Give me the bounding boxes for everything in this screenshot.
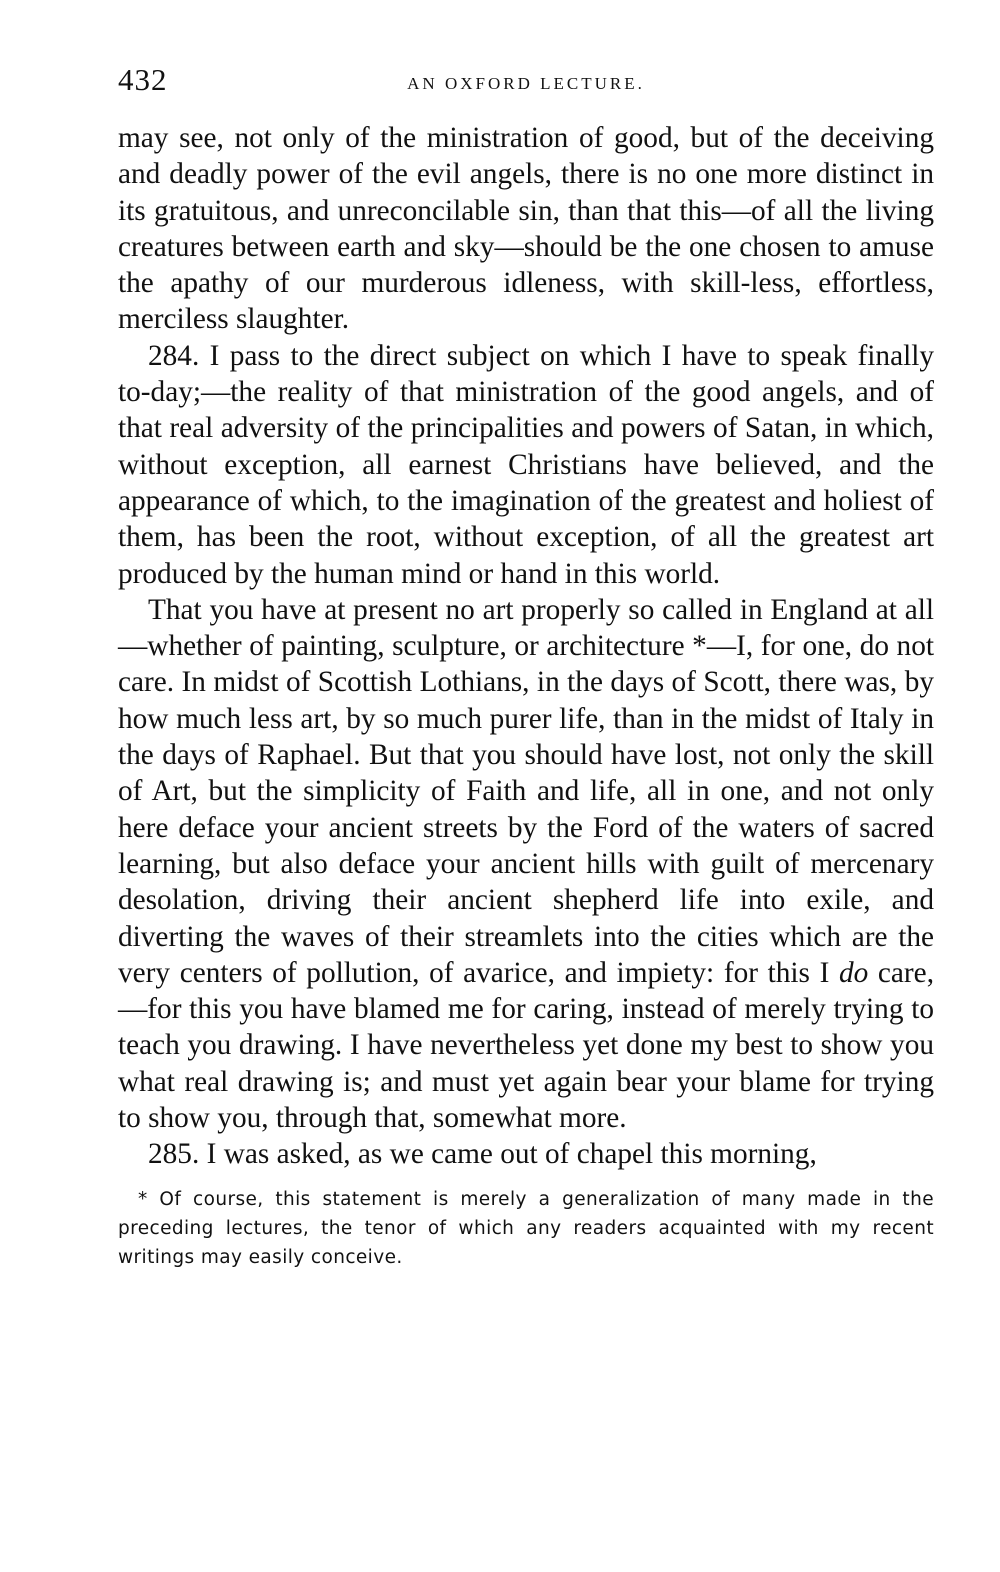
page-header (118, 62, 934, 110)
body-text (118, 120, 934, 1173)
paragraph-text: —I, for one, do not care. In midst of Scottish Lothians, in the days of Scott, there was, by how much less art, by so much purer life, than in the midst of Italy in the days of Raphael. But that you should have lost, not only the skill of Art, but the simplicity of Faith and life, all in one, and not only here deface your ancient streets by the Ford of the waters of sacred learning, but also deface your ancient hills with guilt of mercenary desolation, driving their ancient shepherd life into exile, and diverting the waves of their streamlets into the cities which are the very centers of pollution, of avarice, and impiety: for this I (118, 630, 934, 989)
paragraph-text: I was asked, as we came out of chapel this morning, (206, 1138, 817, 1171)
paragraph-continued (118, 120, 934, 338)
paragraph-text: I pass to the direct subject on which I have to speak finally to-day;—the reality of that ministration of the good angels, and of that real adversity of the principalities and powers of Satan, in which, without exception, all earnest Christians have believed, and the appearance of which, to the imagination of the greatest and holiest of them, has been the root, without exception, of all the greatest art produced by the human mind or hand in this world. (118, 339, 935, 590)
footnote (118, 1185, 934, 1272)
paragraph-285 (118, 1136, 934, 1172)
running-title: AN OXFORD LECTURE. (407, 74, 645, 93)
footnote-text: Of course, this statement is merely a generalization of many made in the preceding lectures, the tenor of which any readers acquainted with my recent writings may easily conceive. (118, 1188, 934, 1268)
paragraph-text: That you have at present no art properly so called in England at all—whether of painting, sculpture, or architecture (118, 593, 934, 663)
footnote-reference: * (692, 630, 707, 663)
footnote-mark: * (138, 1188, 148, 1210)
page-number: 432 (118, 62, 168, 97)
emphasis-word: do (838, 956, 869, 989)
paragraph-number: 285. (148, 1138, 200, 1171)
book-page (118, 62, 934, 1272)
paragraph-number: 284. (148, 339, 200, 372)
paragraph-art (118, 592, 934, 1136)
paragraph-text: may see, not only of the ministration of good, but of the deceiving and deadly power of the evil angels, there is no one more distinct in its gratuitous, and unreconcilable sin, than that this—of all the living creatures between earth and sky—should be the one chosen to amuse the apathy of our murderous idleness, with skill-less, effortless, merciless slaughter. (118, 122, 934, 336)
paragraph-284 (118, 338, 934, 592)
paragraph-text: care,—for this you have blamed me for caring, instead of merely trying to teach you drawing. I have nevertheless yet done my best to show you what real drawing is; and must yet again bear your blame for trying to show you, through that, somewhat more. (118, 956, 935, 1135)
